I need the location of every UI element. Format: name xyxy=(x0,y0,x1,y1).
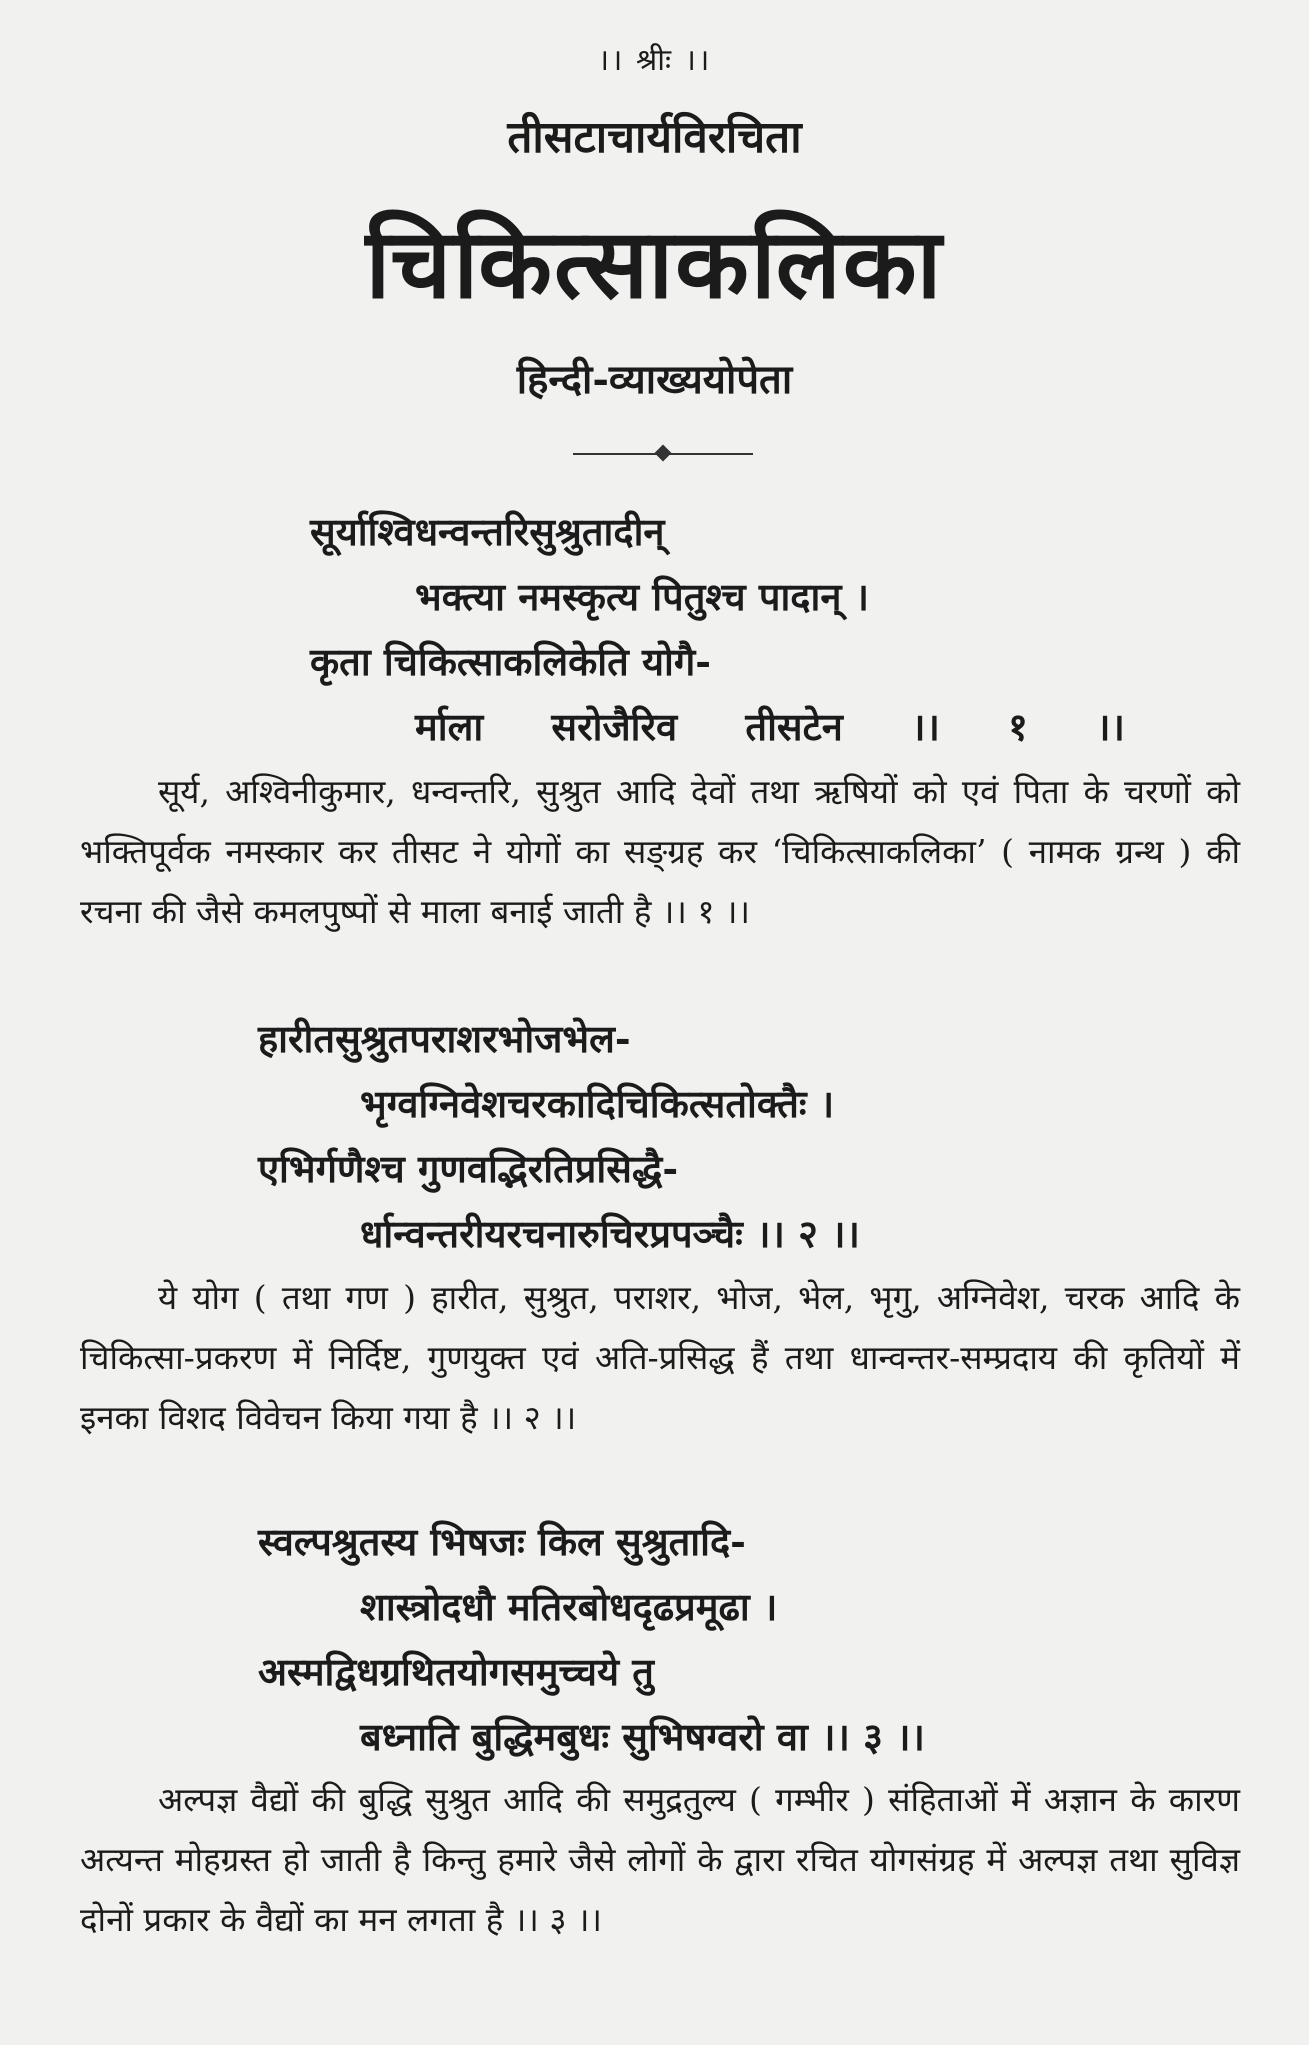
verse-3-line-4: बध्नाति बुद्धिमबुधः सुभिषग्वरो वा ।। ३ ।। xyxy=(360,1714,925,1759)
verse-1-line-4: र्माला सरोजैरिव तीसटेन ।। १ ।। xyxy=(415,704,1125,749)
verse-1-line-1: सूर्याश्विधन्वन्तरिसुश्रुतादीन् xyxy=(310,509,665,554)
verse-2-line-1: हारीतसुश्रुतपराशरभोजभेल- xyxy=(258,1016,631,1061)
verse-3-line-3: अस्मद्विधग्रथितयोगसमुच्चये तु xyxy=(258,1649,654,1694)
commentary-2 xyxy=(80,1268,1240,1448)
divider-diamond-icon xyxy=(655,445,672,462)
invocation-shri: ।। श्रीः ।। xyxy=(597,43,712,78)
verse-1-line-3: कृता चिकित्साकलिकेति योगै- xyxy=(310,639,712,684)
author-line: तीसटाचार्यविरचिता xyxy=(507,112,802,163)
commentary-3-text: अल्पज्ञ वैद्यों की बुद्धि सुश्रुत आदि की समुद्रतुल्य ( गम्भीर ) संहिताओं में अज्ञान के कारण अत्यन्त मोहग्रस्त हो जाती है किन्तु हमारे जैसे लोगों के द्वारा रचित योगसंग्रह में अल्पज्ञ तथा सुविज्ञ दोनों प्रकार के वैद्यों का मन लगता है ।। ३ ।। xyxy=(80,1780,1240,1939)
verse-1-line-2: भक्त्या नमस्कृत्य पितुश्च पादान् । xyxy=(415,574,870,619)
commentary-2-text: ये योग ( तथा गण ) हारीत, सुश्रुत, पराशर, भोज, भेल, भृगु, अग्निवेश, चरक आदि के चिकित्सा-प्रकरण में निर्दिष्ट, गुणयुक्त एवं अति-प्रसिद्ध हैं तथा धान्वन्तर-सम्प्रदाय की कृतियों में इनका विशद विवेचन किया गया है ।। २ ।। xyxy=(80,1278,1240,1437)
verse-2-line-4: र्धान्वन्तरीयरचनारुचिरप्रपञ्चैः ।। २ ।। xyxy=(360,1211,860,1256)
commentary-1-text: सूर्य, अश्विनीकुमार, धन्वन्तरि, सुश्रुत आदि देवों तथा ऋषियों को एवं पिता के चरणों को भक्तिपूर्वक नमस्कार कर तीसट ने योगों का सङ्ग्रह कर ‘चिकित्साकलिका’ ( नामक ग्रन्थ ) की रचना की जैसे कमलपुष्पों से माला बनाई जाती है ।। १ ।। xyxy=(80,772,1240,931)
verse-2-line-2: भृग्वग्निवेशचरकादिचिकित्सतोक्तैः । xyxy=(360,1081,835,1126)
commentary-3 xyxy=(80,1770,1240,1950)
verse-2-line-3: एभिर्गणैश्च गुणवद्भिरतिप्रसिद्धै- xyxy=(258,1146,679,1191)
verse-3-line-1: स्वल्पश्रुतस्य भिषजः किल सुश्रुतादि- xyxy=(258,1519,746,1564)
page-title: चिकित्साकलिका xyxy=(365,207,944,320)
verse-3-line-2: शास्त्रोदधौ मतिरबोधदृढप्रमूढा । xyxy=(360,1584,778,1629)
commentary-1 xyxy=(80,762,1240,942)
subtitle: हिन्दी-व्याख्ययोपेता xyxy=(516,356,793,403)
